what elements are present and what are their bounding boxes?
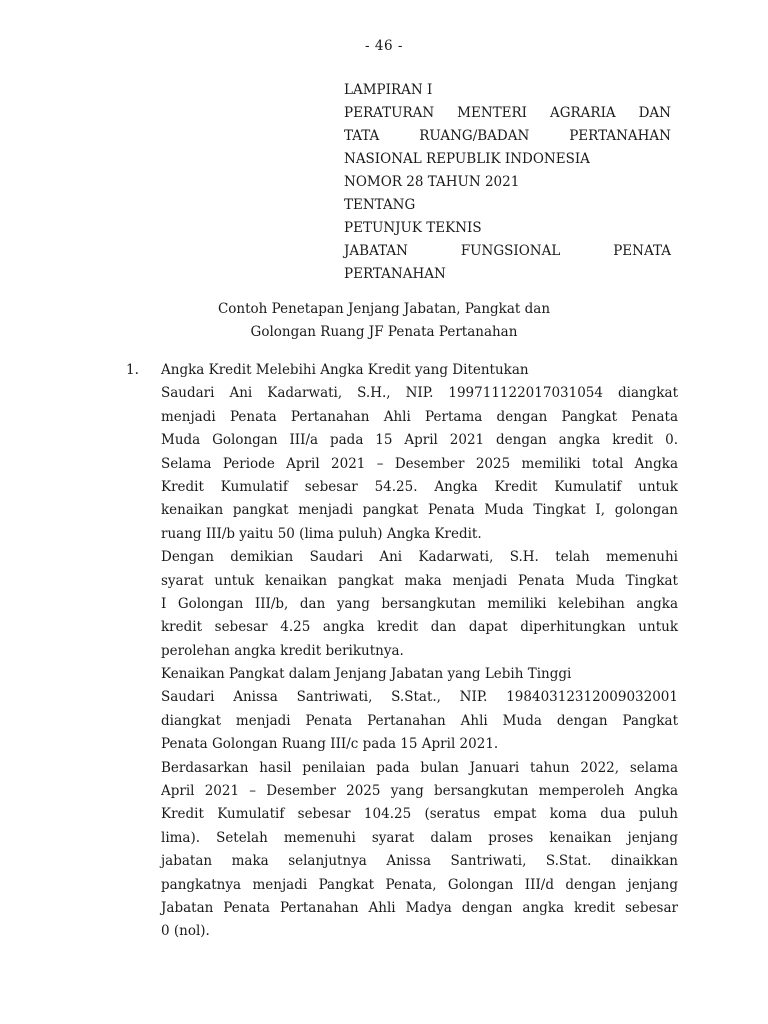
- body-line: Berdasarkan hasil penilaian pada bulan Januari tahun 2022, selama: [161, 759, 678, 776]
- lampiran-line: PERATURAN MENTERI AGRARIA DAN: [344, 105, 671, 121]
- body-line: menjadi Penata Pertanahan Ahli Pertama dengan Pangkat Penata: [161, 408, 678, 425]
- title-line: Contoh Penetapan Jenjang Jabatan, Pangkat dan: [217, 301, 551, 317]
- lampiran-line: NOMOR 28 TAHUN 2021: [344, 174, 520, 190]
- body-line: perolehan angka kredit berikutnya.: [161, 642, 404, 659]
- body-line: Jabatan Penata Pertanahan Ahli Madya dengan angka kredit sebesar: [161, 899, 678, 916]
- body-line: Saudari Anissa Santriwati, S.Stat., NIP. 198403123120090320​01: [161, 689, 678, 706]
- lampiran-line: PETUNJUK TEKNIS: [344, 220, 482, 236]
- lampiran-line: TENTANG: [344, 197, 416, 213]
- body-line: diangkat menjadi Penata Pertanahan Ahli Muda dengan Pangkat: [161, 712, 678, 729]
- body-line: kenaikan pangkat menjadi pangkat Penata Muda Tingkat I, golongan: [161, 502, 678, 519]
- lampiran-line: TATA RUANG/BADAN PERTANAHAN: [344, 128, 671, 144]
- page-number: - 46 -: [365, 38, 403, 54]
- lampiran-line: PERTANAHAN: [344, 266, 446, 282]
- body-line: 0 (nol).: [161, 923, 210, 940]
- body-line: I Golongan III/b, dan yang bersangkutan memiliki kelebihan angka: [161, 595, 678, 612]
- lampiran-header-block: [344, 79, 671, 286]
- body-line: Angka Kredit Melebihi Angka Kredit yang Ditentukan: [161, 362, 529, 378]
- body-line: Penata Golongan Ruang III/c pada 15 April 2021.: [161, 736, 499, 753]
- body-line: pangkatnya menjadi Pangkat Penata, Golongan III/d dengan jenjang: [161, 876, 678, 893]
- body-paragraphs: [161, 359, 678, 944]
- body-line: ruang III/b yaitu 50 (lima puluh) Angka Kredit.: [161, 525, 482, 542]
- body-line: jabatan maka selanjutnya Anissa Santriwati, S.Stat. dinaikkan: [161, 853, 678, 870]
- body-line: Saudari Ani Kadarwati, S.H., NIP. 199711122017031054 diangkat: [161, 385, 678, 402]
- body-line: lima). Setelah memenuhi syarat dalam proses kenaikan jenjang: [161, 829, 678, 846]
- list-item-number: 1.: [126, 362, 139, 378]
- lampiran-line: NASIONAL REPUBLIK INDONESIA: [344, 151, 590, 167]
- body-line: Kenaikan Pangkat dalam Jenjang Jabatan yang Lebih Tinggi: [161, 666, 572, 683]
- body-line: April 2021 – Desember 2025 yang bersangkutan memperoleh Angka: [161, 783, 678, 800]
- document-title: [0, 298, 768, 344]
- body-line: Selama Periode April 2021 – Desember 2025 memiliki total Angka: [161, 455, 678, 472]
- body-line: Kredit Kumulatif sebesar 104.25 (seratus empat koma dua puluh: [161, 806, 678, 823]
- body-line: syarat untuk kenaikan pangkat maka menjadi Penata Muda Tingkat: [161, 572, 678, 589]
- lampiran-line: JABATAN FUNGSIONAL PENATA: [344, 243, 671, 259]
- body-line: Dengan demikian Saudari Ani Kadarwati, S.H. telah memenuhi: [161, 549, 678, 566]
- body-line: Kredit Kumulatif sebesar 54.25. Angka Kredit Kumulatif untuk: [161, 478, 678, 495]
- body-line: kredit sebesar 4.25 angka kredit dan dapat diperhitungkan untuk: [161, 619, 678, 636]
- title-line: Golongan Ruang JF Penata Pertanahan: [250, 324, 518, 340]
- lampiran-line: LAMPIRAN I: [344, 82, 433, 98]
- body-line: Muda Golongan III/a pada 15 April 2021 dengan angka kredit 0.: [161, 432, 678, 449]
